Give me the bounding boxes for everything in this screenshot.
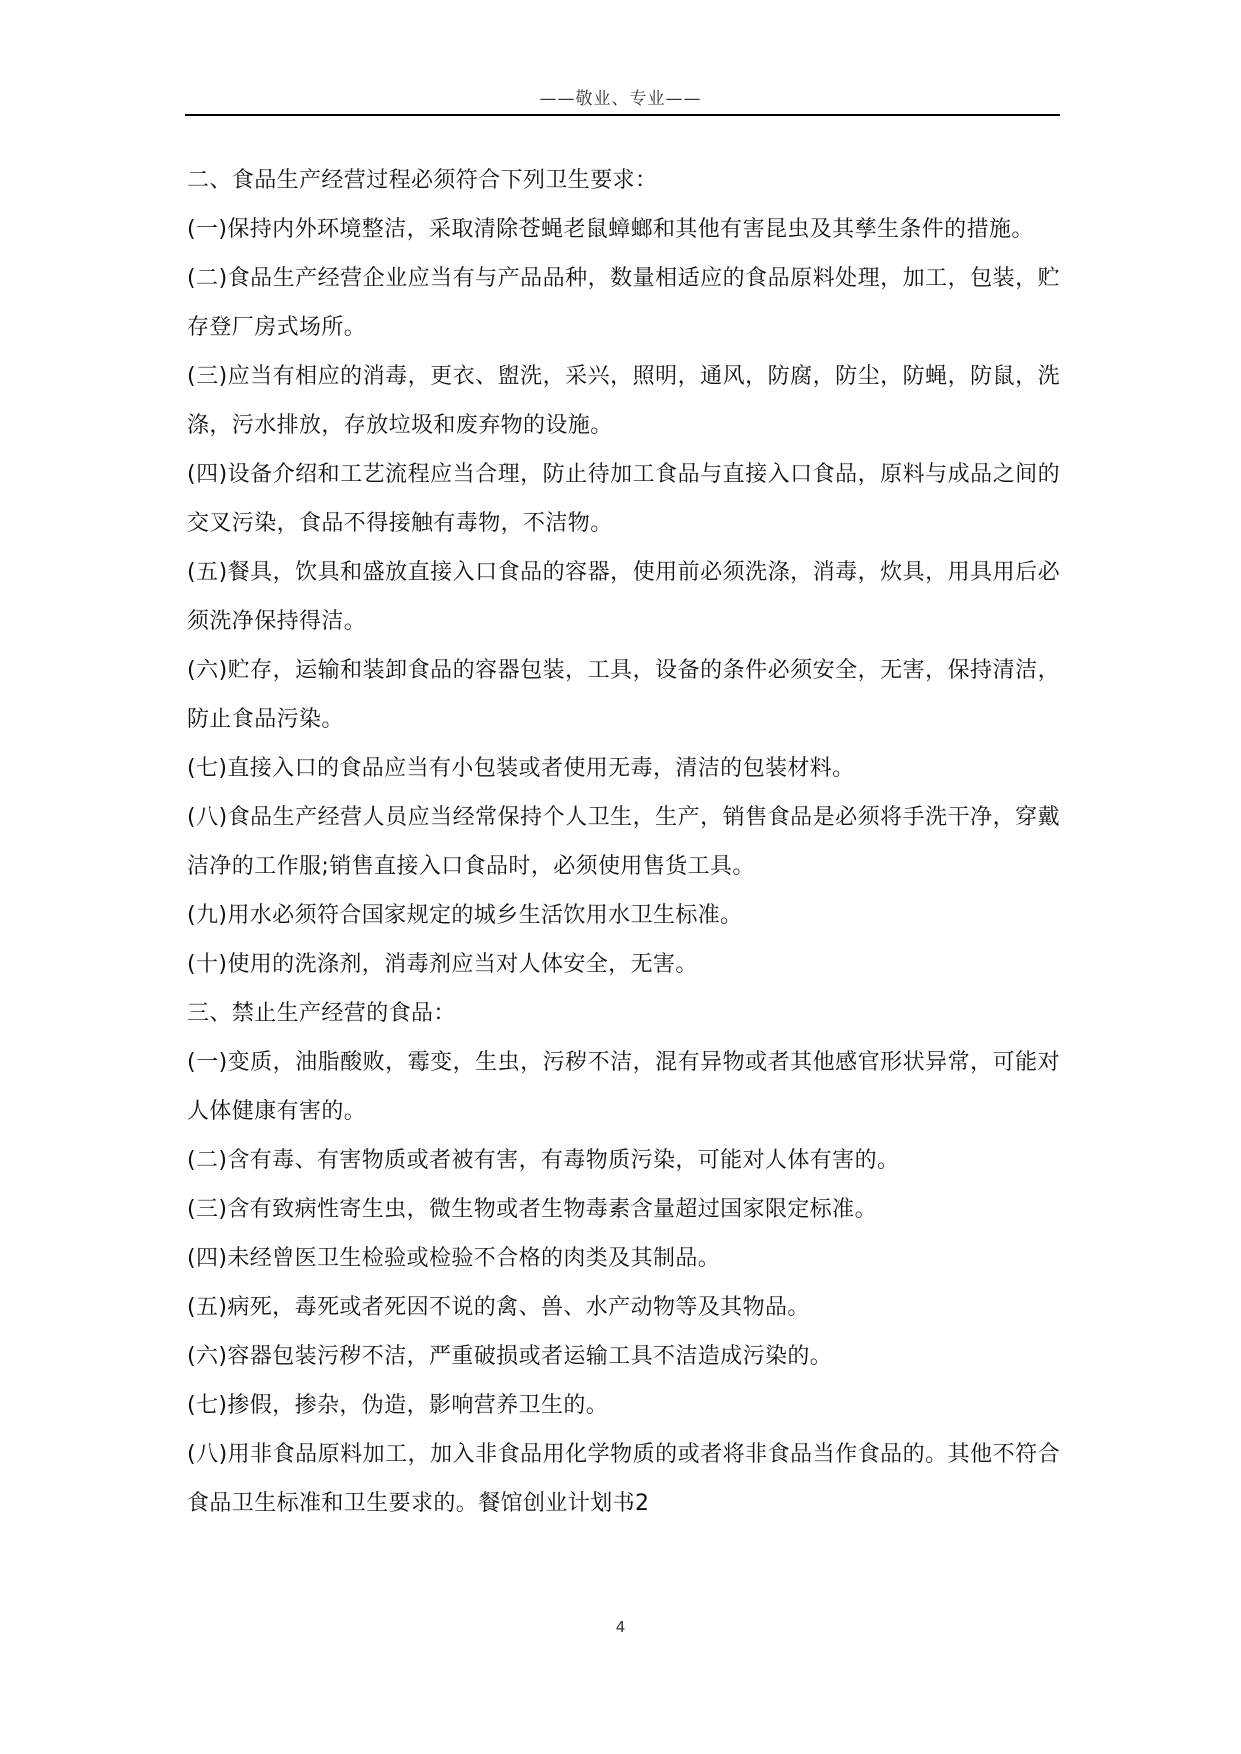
section-heading-hygiene: 二、食品生产经营过程必须符合下列卫生要求： <box>187 168 658 193</box>
paragraph: (四)设备介绍和工艺流程应当合理，防止待加工食品与直接入口食品，原料与成品之间的交叉污染，食品不得接触有毒物，不洁物。 <box>187 462 1060 536</box>
page-number: 4 <box>615 1618 626 1636</box>
paragraph: (十)使用的洗涤剂，消毒剂应当对人体安全，无害。 <box>187 952 698 977</box>
paragraph: (八)用非食品原料加工，加入非食品用化学物质的或者将非食品当作食品的。其他不符合食品卫生标准和卫生要求的。餐馆创业计划书2 <box>187 1442 1060 1516</box>
paragraph: (五)餐具，饮具和盛放直接入口食品的容器，使用前必须洗涤，消毒，炊具，用具用后必须洗净保持得洁。 <box>187 560 1060 634</box>
paragraph: (一)变质，油脂酸败，霉变，生虫，污秽不洁，混有异物或者其他感官形状异常，可能对人体健康有害的。 <box>187 1050 1060 1124</box>
paragraph: (六)容器包装污秽不洁，严重破损或者运输工具不洁造成污染的。 <box>187 1344 833 1369</box>
paragraph: (六)贮存，运输和装卸食品的容器包装，工具，设备的条件必须安全，无害，保持清洁，防止食品污染。 <box>187 658 1060 732</box>
paragraph: (四)未经曾医卫生检验或检验不合格的肉类及其制品。 <box>187 1246 721 1271</box>
paragraph: (三)含有致病性寄生虫，微生物或者生物毒素含量超过国家限定标准。 <box>187 1197 877 1222</box>
paragraph: (三)应当有相应的消毒，更衣、盥洗，采兴，照明，通风，防腐，防尘，防蝇，防鼠，洗涤，污水排放，存放垃圾和废弃物的设施。 <box>187 364 1060 438</box>
paragraph: (七)直接入口的食品应当有小包装或者使用无毒，清洁的包装材料。 <box>187 756 855 781</box>
paragraph: (一)保持内外环境整洁，采取清除苍蝇老鼠蟑螂和其他有害昆虫及其孳生条件的措施。 <box>187 217 1034 242</box>
paragraph: (二)含有毒、有害物质或者被有害，有毒物质污染，可能对人体有害的。 <box>187 1148 900 1173</box>
paragraph: (二)食品生产经营企业应当有与产品品种，数量相适应的食品原料处理，加工，包装，贮存登厂房式场所。 <box>187 266 1060 340</box>
paragraph: (五)病死，毒死或者死因不说的禽、兽、水产动物等及其物品。 <box>187 1295 810 1320</box>
paragraph: (八)食品生产经营人员应当经常保持个人卫生，生产，销售食品是必须将手洗干净，穿戴洁净的工作服;销售直接入口食品时，必须使用售货工具。 <box>187 805 1060 879</box>
paragraph: (七)掺假，掺杂，伪造，影响营养卫生的。 <box>187 1393 609 1418</box>
page-header: ——敬业、专业—— <box>539 89 702 109</box>
section-heading-prohibited: 三、禁止生产经营的食品： <box>187 1001 456 1026</box>
paragraph: (九)用水必须符合国家规定的城乡生活饮用水卫生标准。 <box>187 903 743 928</box>
document-body <box>187 156 1060 1528</box>
header-divider <box>185 114 1060 116</box>
